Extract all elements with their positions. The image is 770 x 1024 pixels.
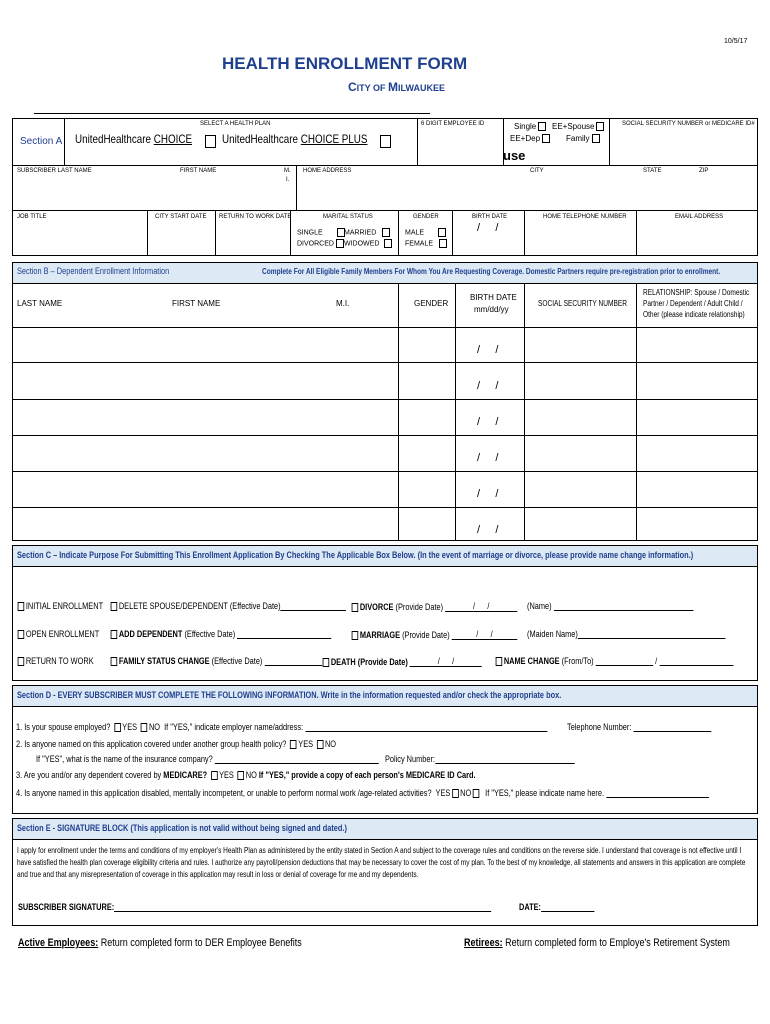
ssn-header: SOCIAL SECURITY NUMBER or MEDICARE ID# xyxy=(622,121,755,127)
subscriber-last-name-label: SUBSCRIBER LAST NAME xyxy=(17,168,92,174)
plan-header: SELECT A HEALTH PLAN xyxy=(200,121,271,127)
maiden-name-field[interactable]: (Maiden Name) xyxy=(527,629,769,639)
plan-choice-checkbox[interactable] xyxy=(203,133,218,151)
dep-birth-date-format: mm/dd/yy xyxy=(474,305,509,314)
section-b-title: Section B – Dependent Enrollment Information xyxy=(17,266,170,276)
dep-row-2-birth-date[interactable]: / / xyxy=(477,380,499,392)
mi-label-m: M. xyxy=(284,168,291,174)
dep-gender-header: GENDER xyxy=(414,299,449,308)
city-start-date-label: CITY START DATE xyxy=(155,214,207,220)
marital-married[interactable]: MARRIED xyxy=(344,228,392,237)
subscriber-signature-field[interactable]: SUBSCRIBER SIGNATURE: xyxy=(18,902,595,912)
gender-female[interactable]: FEMALE xyxy=(405,239,449,248)
q1-no-checkbox[interactable] xyxy=(141,723,148,732)
coverage-single[interactable]: Single xyxy=(514,122,548,131)
initial-enrollment-option[interactable]: INITIAL ENROLLMENT xyxy=(16,601,122,611)
dep-birth-date-header: BIRTH DATE xyxy=(470,293,517,302)
footer-active-employees: Active Employees: Return completed form to DER Employee Benefits xyxy=(18,937,302,949)
family-status-change-option[interactable]: FAMILY STATUS CHANGE (Effective Date) xyxy=(109,656,369,666)
section-e-title: Section E - SIGNATURE BLOCK (This application is not valid without being signed and dated.) xyxy=(17,823,347,833)
home-phone-label: HOME TELEPHONE NUMBER xyxy=(543,214,627,220)
mi-label-i: I. xyxy=(286,177,290,183)
death-option[interactable]: DEATH (Provide Date) / / xyxy=(321,656,517,667)
plan-option-choice[interactable]: UnitedHealthcare CHOICE xyxy=(75,132,193,146)
section-a-label: Section A xyxy=(20,136,63,147)
telephone-field[interactable]: Telephone Number: xyxy=(567,722,743,732)
disabled-name-field[interactable] xyxy=(606,797,709,798)
question-disabled: 4. Is anyone named in this application disabled, mentally incompetent, or unable to perform normal work /age-related activities? YES NO If "YES," please indicate name here. xyxy=(16,788,770,798)
coverage-ee-spouse[interactable]: EE+Spouse xyxy=(552,122,606,131)
question-medicare: 3. Are you and/or any dependent covered by MEDICARE? YES NO If "YES," provide a copy of each person's MEDICARE ID Card. xyxy=(16,770,476,780)
gender-label: GENDER xyxy=(413,214,439,220)
dep-row-4-birth-date[interactable]: / / xyxy=(477,452,499,464)
birth-date-field[interactable]: / / xyxy=(477,222,499,234)
name-change-option[interactable]: NAME CHANGE (From/To) / xyxy=(494,656,770,666)
dep-relationship-header-1: RELATIONSHIP: Spouse / Domestic xyxy=(643,288,750,297)
dep-mi-header: M.I. xyxy=(336,299,350,308)
home-address-label: HOME ADDRESS xyxy=(303,168,352,174)
dep-row-6-birth-date[interactable]: / / xyxy=(477,524,499,536)
form-title: HEALTH ENROLLMENT FORM xyxy=(222,54,468,73)
insurance-company-field[interactable]: If "YES", what is the name of the insurance company? Policy Number: xyxy=(36,754,693,764)
q1-yes-checkbox[interactable] xyxy=(114,723,121,732)
form-subtitle: CITY OF MILWAUKEE xyxy=(348,80,446,94)
marital-single[interactable]: SINGLE xyxy=(297,228,347,237)
gender-male[interactable]: MALE xyxy=(405,228,448,237)
plan-option-choice-plus[interactable]: UnitedHealthcare CHOICE PLUS xyxy=(222,132,368,146)
birth-date-label: BIRTH DATE xyxy=(472,214,508,220)
first-name-label: FIRST NAME xyxy=(180,168,217,174)
dep-first-name-header: FIRST NAME xyxy=(172,299,221,308)
zip-label: ZIP xyxy=(699,168,709,174)
dep-ssn-header: SOCIAL SECURITY NUMBER xyxy=(538,299,627,308)
section-c-title: Section C – Indicate Purpose For Submitting This Enrollment Application By Checking The Applicable Box Below. (In the event of marriage or divorce, please provide name change information.) xyxy=(17,550,694,560)
employer-name-field[interactable] xyxy=(305,731,547,732)
return-to-work-option[interactable]: RETURN TO WORK xyxy=(16,656,111,666)
dep-last-name-header: LAST NAME xyxy=(17,299,63,308)
section-d-title: Section D - EVERY SUBSCRIBER MUST COMPLETE THE FOLLOWING INFORMATION. Write in the information requested and/or check the appropriate box. xyxy=(17,690,562,700)
dep-row-3-birth-date[interactable]: / / xyxy=(477,416,499,428)
city-label: CITY xyxy=(530,168,544,174)
footer-retirees: Retirees: Return completed form to Employe's Retirement System xyxy=(464,937,730,949)
marital-status-label: MARITAL STATUS xyxy=(323,214,373,220)
return-to-work-date-label: RETURN TO WORK DATE xyxy=(219,214,292,220)
marital-divorced[interactable]: DIVORCED xyxy=(297,239,346,248)
employee-id-header: 6 DIGIT EMPLOYEE ID xyxy=(421,121,485,127)
plan-choice-plus-checkbox[interactable] xyxy=(378,133,393,151)
dep-row-5-birth-date[interactable]: / / xyxy=(477,488,499,500)
job-title-label: JOB TITLE xyxy=(17,214,47,220)
dep-row-1-birth-date[interactable]: / / xyxy=(477,344,499,356)
marital-widowed[interactable]: WIDOWED xyxy=(344,239,394,248)
open-enrollment-option[interactable]: OPEN ENROLLMENT xyxy=(16,629,118,639)
q2-no-checkbox[interactable] xyxy=(317,740,324,749)
delete-spouse-option[interactable]: DELETE SPOUSE/DEPENDENT (Effective Date) xyxy=(109,601,398,611)
email-label: EMAIL ADDRESS xyxy=(675,214,724,220)
dep-relationship-header-2: Partner / Dependent / Adult Child / xyxy=(643,299,743,308)
divorce-name-field[interactable]: (Name) xyxy=(527,601,730,611)
dep-relationship-header-3: Other (please indicate relationship) xyxy=(643,310,745,319)
signature-date-field[interactable]: DATE: xyxy=(519,902,611,912)
question-spouse-employed: 1. Is your spouse employed? YES NO If "YES," indicate employer name/address: xyxy=(16,722,664,732)
coverage-ee-dep[interactable]: EE+Dep xyxy=(510,134,552,143)
question-other-policy: 2. Is anyone named on this application covered under another group health policy? YES NO xyxy=(16,739,337,749)
q2-yes-checkbox[interactable] xyxy=(290,740,297,749)
marriage-option[interactable]: MARRIAGE (Provide Date) / / xyxy=(350,629,554,640)
add-dependent-option[interactable]: ADD DEPENDENT (Effective Date) xyxy=(109,629,380,639)
coverage-family[interactable]: Family xyxy=(566,134,602,143)
divorce-option[interactable]: DIVORCE (Provide Date) / / xyxy=(350,601,554,612)
q3-no-checkbox[interactable] xyxy=(238,771,245,780)
q4-no-checkbox[interactable] xyxy=(473,789,480,798)
signature-agreement-text: I apply for enrollment under the terms and conditions of my employer's Health Plan as administered by the entity stated in Section A and subject to the coverage rules and conditions on the reverse side. I understand that coverage is not effective until I have satisfied the health plan coverage eligibility criteria and rules. I authorize any payroll/pension deductions that may be necessary to cover the cost of my plan. To the best of my knowledge, all statements and answers in this application are complete and true and that any misrepresentation of coverage in this application may result in loss or denial of coverage for me and my dependents. xyxy=(17,846,746,879)
q3-yes-checkbox[interactable] xyxy=(211,771,218,780)
q4-yes-checkbox[interactable] xyxy=(452,789,459,798)
section-b-note: Complete For All Eligible Family Members For Whom You Are Requesting Coverage. Domestic Partners require pre-registration prior to enrollment. xyxy=(262,267,721,276)
state-label: STATE xyxy=(643,168,662,174)
form-date: 10/5/17 xyxy=(724,38,748,45)
coverage-use-text: use xyxy=(503,148,526,163)
